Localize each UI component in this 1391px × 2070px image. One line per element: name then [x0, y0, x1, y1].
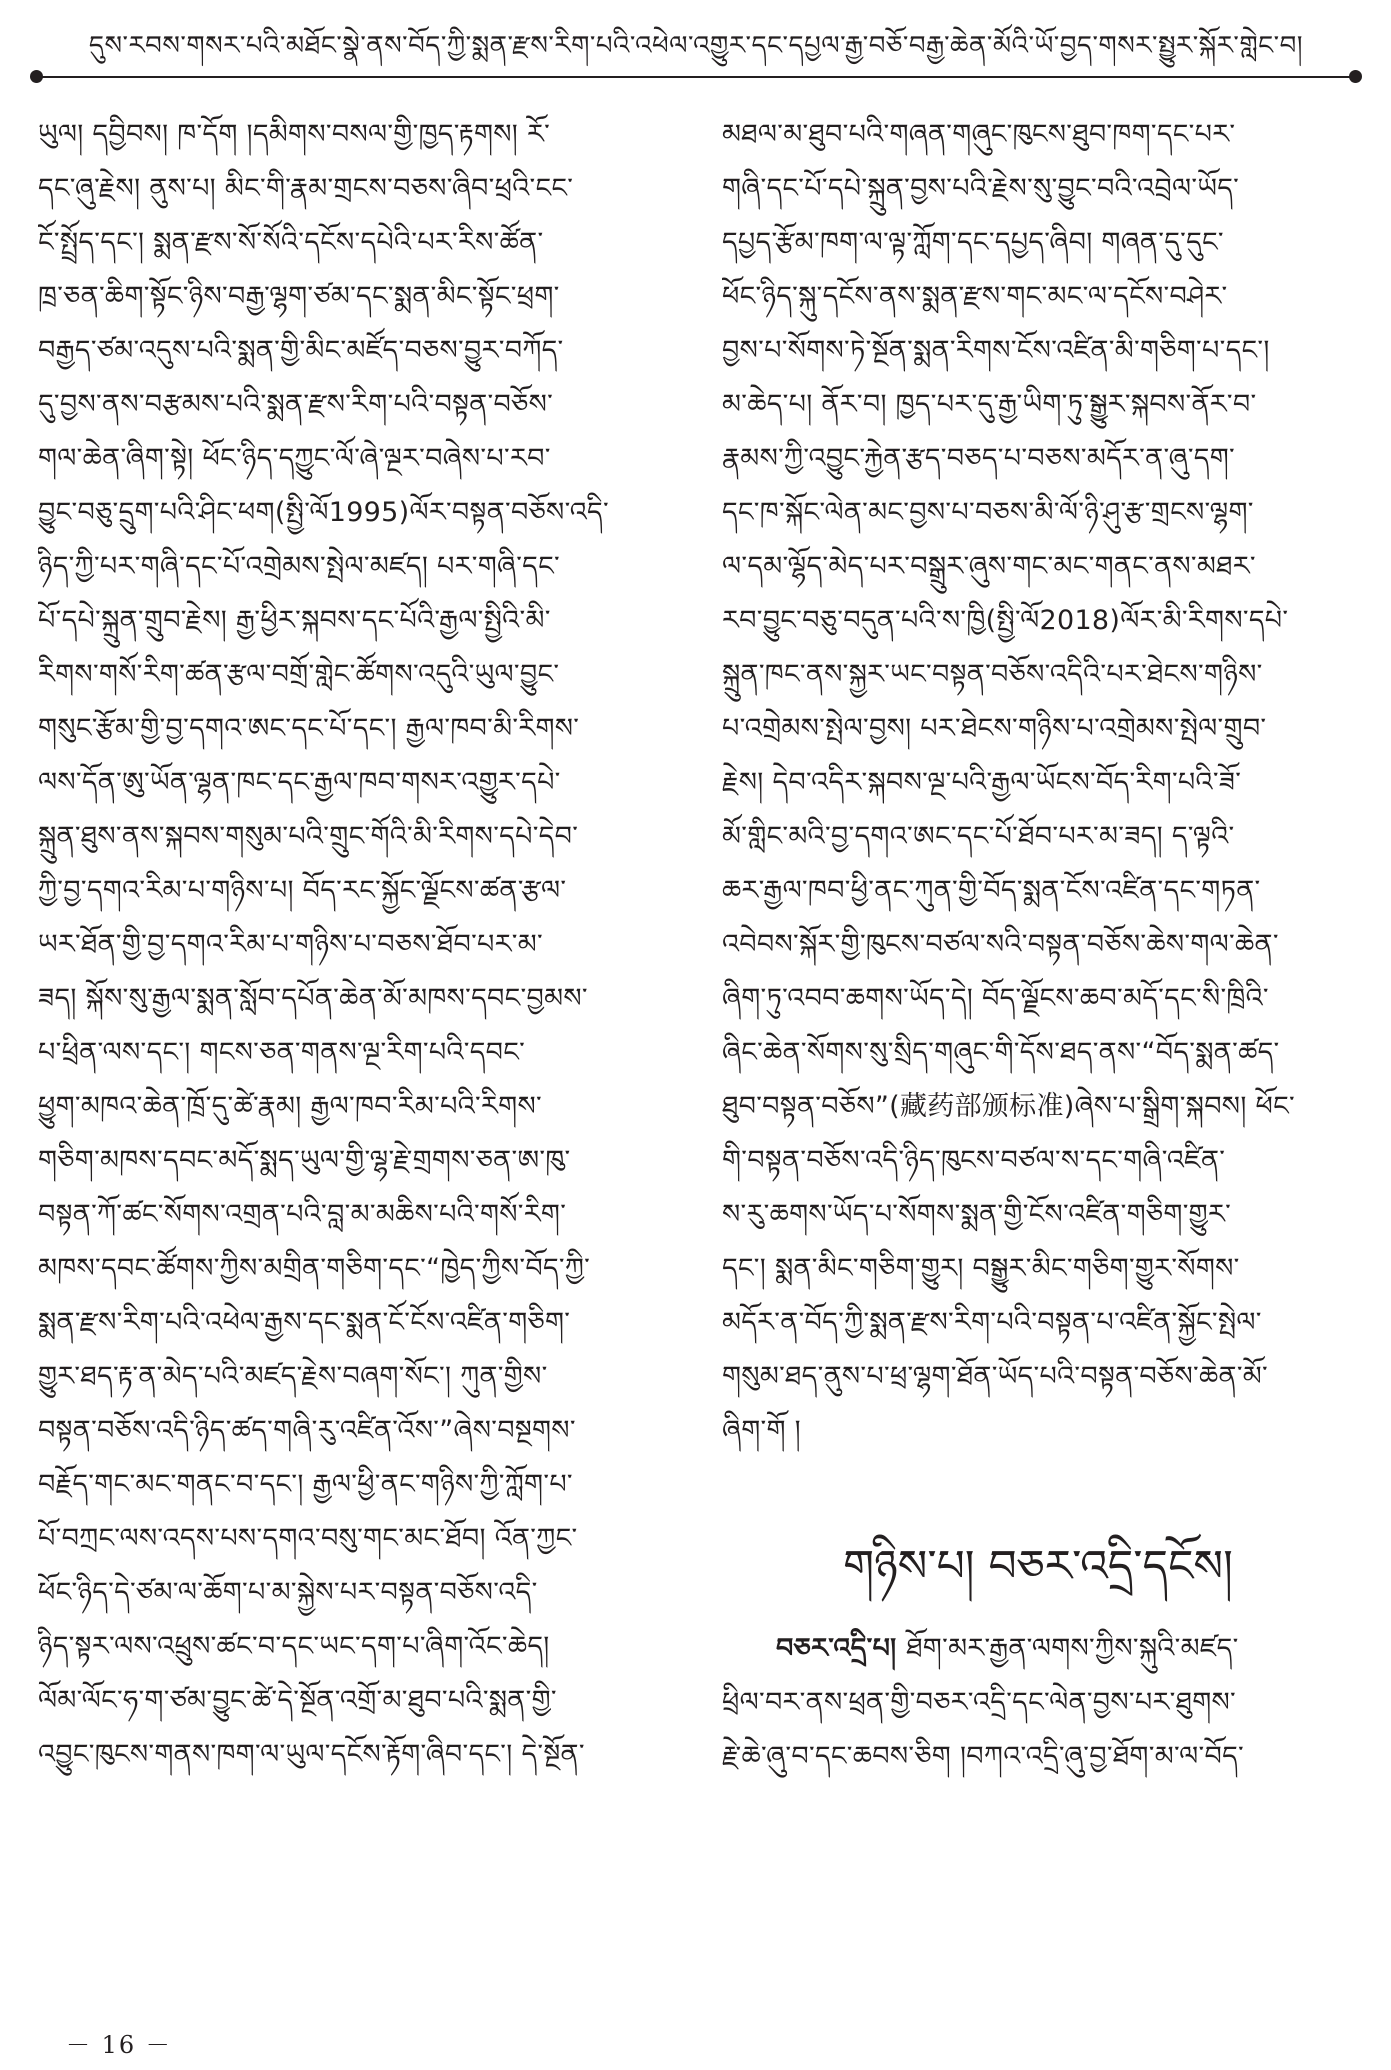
text-line: མོ་གླིང་མའི་བྱ་དགའ་ཨང་དང་པོ་ཐོབ་པར་མ་ཟད། ད་ལྟའི་ — [722, 821, 1235, 852]
text-line: སྐྲུན་ཁང་ནས་སྐྱར་ཡང་བསྟན་བཅོས་འདིའི་པར་ཐེངས་གཉིས་ — [722, 659, 1263, 690]
text-line: ལོམ་ལོང་ཧ་ག་ཙམ་བྱུང་ཚེ་དེ་སྔོན་འགྲོ་མ་ཐུབ་པའི་སྨན་གྱི་ — [38, 1685, 557, 1716]
text-line: དཔྱད་རྩོམ་ཁག་ལ་ལྟ་ཀློག་དང་དཔྱད་ཞིབ། གཞན་དུ་དུང་ — [722, 227, 1224, 258]
text-line: འབེབས་སྐོར་གྱི་ཁུངས་བཙལ་སའི་བསྟན་བཅོས་ཆེས་གལ་ཆེན་ — [722, 929, 1279, 960]
right-column-body — [722, 108, 1354, 1458]
text-line: ཞིང་ཆེན་སོགས་སུ་སྲིད་གཞུང་གི་དོས་ཐད་ནས་“བོད་སྨན་ཚད་ — [722, 1037, 1280, 1068]
text-line: ས་རུ་ཆགས་ཡོད་པ་སོགས་སྨན་གྱི་ངོས་འཛིན་གཅིག་གྱུར་ — [722, 1199, 1232, 1230]
text-line: མ་ཆེད་པ། ནོར་བ། ཁྱད་པར་དུ་རྒྱ་ཡིག་ཏུ་སྒྱུར་སྐབས་ནོར་བ་ — [722, 389, 1257, 420]
text-line: ཉིད་སྟར་ལས་འཕྲུས་ཚང་བ་དང་ཡང་དག་པ་ཞིག་འོང་ཆེད། — [38, 1631, 550, 1662]
text-line: པ་ཕྲིན་ལས་དང་། གངས་ཅན་གནས་ལྔ་རིག་པའི་དབང་ — [38, 1037, 526, 1068]
text-line: སྐྲུན་ཐུས་ནས་སྐབས་གསུམ་པའི་གྲུང་གོའི་མི་རིགས་དཔེ་དེབ་ — [38, 821, 579, 852]
text-line: རྣམས་ཀྱི་འབྱུང་རྐྱེན་རྩད་བཅད་པ་བཅས་མདོར་ན་ཞུ་དག་ — [722, 443, 1236, 474]
text-line: བྱས་པ་སོགས་ཏེ་སྔོན་སྨན་རིགས་ངོས་འཛིན་མི་གཅིག་པ་དང་། — [722, 335, 1270, 366]
paragraph-first-line — [722, 1622, 1354, 1676]
header-rule-dot-right — [1349, 70, 1362, 83]
text-line: ཉིད་ཀྱི་པར་གཞི་དང་པོ་འགྲེམས་སྤེལ་མཛད། པར་གཞི་དང་ — [38, 551, 560, 582]
text-line: གཞི་དང་པོ་དཔེ་སྐྲུན་བྱས་པའི་རྗེས་སུ་བྱུང་བའི་འབྲེལ་ཡོད་ — [722, 173, 1240, 204]
text-line: གསུང་རྩོམ་གྱི་བྱ་དགའ་ཨང་དང་པོ་དང་། རྒྱལ་ཁབ་མི་རིགས་ — [38, 713, 580, 744]
header-rule — [36, 76, 1356, 78]
text-line: གཅིག་མཁས་དབང་མདོ་སྨད་ཡུལ་གྱི་ལྷ་རྗེ་གྲགས་ཅན་ཨ་ཁུ་ — [38, 1145, 571, 1176]
text-line: གྱུར་ཐད་རྟ་ན་མེད་པའི་མཛད་རྗེས་བཞག་སོང་། ཀུན་གྱིས་ — [38, 1361, 548, 1392]
text-line: གི་བསྟན་བཅོས་འདི་ཉིད་ཁུངས་བཙལ་ས་དང་གཞི་འཛིན་ — [722, 1145, 1226, 1176]
text-line: ངོ་སྤྲོད་དང་། སྨན་རྫས་སོ་སོའི་དངོས་དཔེའི་པར་རིས་ཚོན་ — [38, 227, 544, 258]
text-line: འབྱུང་ཁུངས་གནས་ཁག་ལ་ཡུལ་དངོས་རྟོག་ཞིབ་དང་། དེ་སྔོན་ — [38, 1739, 585, 1770]
text-line: རིགས་གསོ་རིག་ཚན་རྩལ་བགྲོ་གླེང་ཚོགས་འདུའི་ཡུལ་བྱུང་ — [38, 659, 560, 690]
text-line: ཕོང་ཉིད་སྐུ་དངོས་ནས་སྨན་རྫས་གང་མང་ལ་དངོས་བཤེར་ — [722, 281, 1228, 312]
text-line: ཞིག་གོ ། — [722, 1415, 801, 1446]
text-line: ཡུལ། དབྱིབས། ཁ་དོག །དམིགས་བསལ་གྱི་ཁྱད་རྟགས། རོ་ — [38, 119, 551, 150]
text-line: རབ་བྱུང་བཅུ་བདུན་པའི་ས་ཁྱི(སྤྱི་ལོ2018)ལོར་མི་རིགས་དཔེ་ — [722, 605, 1289, 636]
text-line: ཆར་རྒྱལ་ཁབ་ཕྱི་ནང་ཀུན་གྱི་བོད་སྨན་ངོས་འཛིན་དང་གཏན་ — [722, 875, 1261, 906]
text-line: ཡར་ཐོན་གྱི་བྱ་དགའ་རིམ་པ་གཉིས་པ་བཅས་ཐོབ་པར་མ་ — [38, 929, 543, 960]
paragraph-first-text: ཐོག་མར་རྒྱན་ལགས་ཀྱིས་སྐུའི་མཛད་ — [906, 1633, 1239, 1664]
text-line: ཞིག་ཏུ་འབབ་ཆགས་ཡོད་དེ། བོད་ལྗོངས་ཆབ་མདོ་དང་སི་ཁྲིའི་ — [722, 983, 1269, 1014]
text-line: བསྟན་ཀོ་ཚང་སོགས་འགྲན་པའི་བླ་མ་མཆིས་པའི་གསོ་རིག་ — [38, 1199, 567, 1230]
text-line: མདོར་ན་བོད་ཀྱི་སྨན་རྫས་རིག་པའི་བསྟན་པ་འཛིན་སྐྱོང་སྤེལ་ — [722, 1307, 1262, 1338]
left-text-column — [38, 108, 670, 1782]
text-line: ལ་དམ་ལྷོད་མེད་པར་བསྒྲུར་ཞུས་གང་མང་གནང་ནས་མཐར་ — [722, 551, 1256, 582]
text-line: ཕྱུག་མཁའ་ཆེན་ཁྲོ་དུ་ཚེ་རྣམ། རྒྱལ་ཁབ་རིམ་པའི་རིགས་ — [38, 1091, 542, 1122]
text-line: གསུམ་ཐད་ནུས་པ་ཕྲ་ལྷག་ཐོན་ཡོད་པའི་བསྟན་བཅོས་ཆེན་མོ་ — [722, 1361, 1269, 1392]
text-line: རྗེས། དེབ་འདིར་སྐབས་ལྔ་པའི་རྒྱལ་ཡོངས་བོད་རིག་པའི་ཟོ་ — [722, 767, 1242, 798]
interviewer-label: བཅར་འདྲི་པ། — [776, 1633, 907, 1664]
text-line: མཁས་དབང་ཚོགས་ཀྱིས་མགྲིན་གཅིག་དང་“ཁྱེད་ཀྱིས་བོད་ཀྱི་ — [38, 1253, 591, 1284]
text-line: ལས་དོན་ཨུ་ཡོན་ལྷན་ཁང་དང་རྒྱལ་ཁབ་གསར་འགྱུར་དཔེ་ — [38, 767, 561, 798]
text-line: ཕྲིལ་བར་ནས་ཕྲན་གྱི་བཅར་འདྲི་དང་ལེན་བྱས་པར་ཐུགས་ — [722, 1687, 1237, 1718]
text-line: པོ་བཀྲང་ལས་འདས་པས་དགའ་བསུ་གང་མང་ཐོབ། འོན་ཀྱང་ — [38, 1523, 578, 1554]
text-line: ཟད། སྐོས་སུ་རྒྱལ་སྨན་སློབ་དཔོན་ཆེན་མོ་མཁས་དབང་བྱམས་ — [38, 983, 588, 1014]
section-spacer — [722, 1458, 1354, 1512]
text-line: བརྒྱད་ཙམ་འདུས་པའི་སྨན་གྱི་མིང་མཛོད་བཅས་བྱུར་བཀོད་ — [38, 335, 564, 366]
text-line: རྗེ་ཆེ་ཞུ་བ་དང་ཆབས་ཅིག །བཀའ་འདྲི་ཞུ་བྱ་ཐོག་མ་ལ་བོད་ — [722, 1741, 1244, 1772]
text-line: དང་། སྨན་མིང་གཅིག་གྱུར། བསྒྱུར་མིང་གཅིག་གྱུར་སོགས་ — [722, 1253, 1240, 1284]
running-header — [30, 22, 1362, 82]
text-line: བསྟན་བཅོས་འདི་ཉིད་ཚད་གཞི་རུ་འཛིན་འོས་”ཞེས་བསྔགས་ — [38, 1415, 576, 1446]
text-line: ཀྱི་བྱ་དགའ་རིམ་པ་གཉིས་པ། བོད་རང་སྐྱོང་ལྗོངས་ཚན་རྩལ་ — [38, 875, 567, 906]
text-line: བརྗོད་གང་མང་གནང་བ་དང་། རྒྱལ་ཕྱི་ནང་གཉིས་ཀྱི་ཀློག་པ་ — [38, 1469, 573, 1500]
text-line: དུ་བྱས་ནས་བརྩམས་པའི་སྨན་རྫས་རིག་པའི་བསྟན་བཅོས་ — [38, 389, 554, 420]
text-line: དང་ཁ་སྐོང་ལེན་མང་བྱས་པ་བཅས་མི་ལོ་ཉི་ཤུ་རྩ་གྲངས་ལྷག་ — [722, 497, 1254, 528]
paragraph-body — [722, 1676, 1354, 1784]
text-line: པོ་དཔེ་སྐྲུན་གྲུབ་རྗེས། རྒྱ་ཕྱིར་སྐབས་དང་པོའི་རྒྱལ་སྤྱིའི་མི་ — [38, 605, 551, 636]
text-line: བྱུང་བཅུ་དྲུག་པའི་ཤིང་ཕག(སྤྱི་ལོ1995)ལོར་བསྟན་བཅོས་འདི་ — [38, 497, 609, 528]
right-text-column — [722, 108, 1354, 1784]
text-line: ཐུབ་བསྟན་བཅོས”(藏药部颁标准)ཞེས་པ་སྒྲིག་སྐབས། ཕོང་ — [722, 1091, 1295, 1122]
running-header-title: དུས་རབས་གསར་པའི་མཐོང་སྣེ་ནས་བོད་ཀྱི་སྨན་རྫས་རིག་པའི་འཕེལ་འགྱུར་དང་དཔྱལ་རྒྱ་བཅོ་བརྒྱ་ཆེན་མོའི་ཡོ་བྱད་གསར་སྤྱུར་སྐོར་གླེང་བ། — [88, 31, 1304, 61]
text-line: ཕོང་ཉིད་དེ་ཙམ་ལ་ཆོག་པ་མ་སྐྱེས་པར་བསྟན་བཅོས་འདི་ — [38, 1577, 538, 1608]
text-line: མཐལ་མ་ཐུབ་པའི་གཞན་གཞུང་ཁུངས་ཐུབ་ཁག་དང་པར་ — [722, 119, 1236, 150]
section-heading: གཉིས་པ། བཅར་འདྲི་དངོས། — [843, 1541, 1233, 1592]
page-number: － 16 － — [66, 2031, 172, 2059]
text-line: གལ་ཆེན་ཞིག་སྟེ། ཕོང་ཉིད་དཀྱུང་ལོ་ཞེ་ལྔར་བཞེས་པ་རབ་ — [38, 443, 551, 474]
text-line: ཁྲ་ཅན་ཆིག་སྟོང་ཉིས་བརྒྱ་ལྷག་ཙམ་དང་སྨན་མིང་སྟོང་ཕྲག་ — [38, 281, 560, 312]
text-line: དང་ཞུ་རྗེས། ནུས་པ། མིང་གི་རྣམ་གྲངས་བཅས་ཞིབ་ཕྲའི་ངང་ — [38, 173, 574, 204]
text-line: སྨན་རྫས་རིག་པའི་འཕེལ་རྒྱས་དང་སྨན་ངོ་ངོས་འཛིན་གཅིག་ — [38, 1307, 571, 1338]
text-line: པ་འགྲེམས་སྤེལ་བྱས། པར་ཐེངས་གཉིས་པ་འགྲེམས་སྤེལ་གྲུབ་ — [722, 713, 1267, 744]
